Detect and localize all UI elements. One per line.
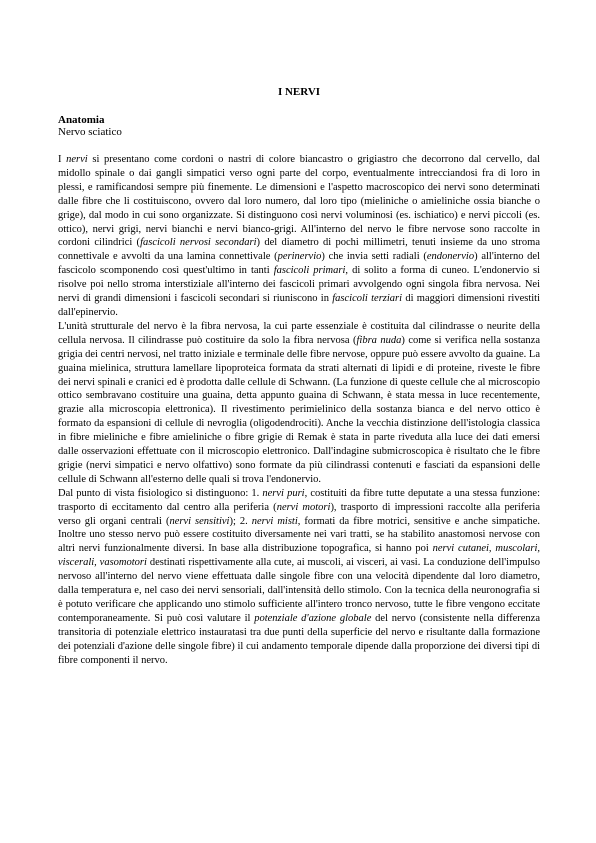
text-run: ); 2. bbox=[229, 515, 252, 527]
subsection-heading: Nervo sciatico bbox=[58, 126, 122, 138]
italic-term: fascicoli primari bbox=[273, 265, 346, 277]
italic-term: nervi misti bbox=[251, 515, 298, 527]
paragraph bbox=[58, 320, 540, 487]
italic-term: nervi motori bbox=[276, 501, 331, 513]
text-run: , costituiti da fibre tutte deputate a una stessa funzione: trasporto di eccitamento dal centro alla periferia ( bbox=[58, 487, 540, 513]
text-run: , formati da fibre motrici, sensitive e anche simpatiche. Inoltre uno stesso nervo può essere costituito diversamente nei vari tratti, se ha stabilito anastomosi nervose con altri nervi funzionalmente diversi. In base alla distribuzione topografica, si hanno poi bbox=[58, 515, 540, 555]
text-run: del nervo (consistente nella differenza transitoria di potenziale elettrico instauratasi tra due punti della superficie del nervo e risultante dalla formazione dei potenziali d'azione delle singole fibre) il cui andamento temporale dipende dalla proporzione dei diversi tipi di fibre componenti il nervo. bbox=[58, 612, 540, 666]
section-heading: Anatomia bbox=[58, 114, 105, 126]
paragraph bbox=[58, 487, 540, 668]
italic-term: nervi cutanei, muscolari, viscerali, vasomotori bbox=[58, 543, 540, 569]
text-run: ) del diametro di pochi millimetri, tenuti insieme da uno stroma connettivale e avvolti da una lamina connettivale ( bbox=[58, 237, 540, 263]
italic-term: nervi puri bbox=[262, 487, 305, 499]
italic-term: fibra nuda bbox=[356, 334, 402, 346]
text-run: destinati rispettivamente alla cute, ai muscoli, ai visceri, ai vasi. La conduzione dell'impulso nervoso all'interno del nervo viene effettuata dalle singole fibre con una velocità dipendente dal loro diametro, dalla temperatura e, nel caso dei nervi sensoriali, dall'intensità dello stimolo. Con la tecnica della neuronografia si è potuto verificare che applicando uno stimolo sufficiente all'intero tronco nervoso, tutte le fibre vengono eccitate contemporaneamente. Si può così valutare il bbox=[58, 557, 540, 624]
paragraph bbox=[58, 153, 540, 320]
text-run: ) come si verifica nella sostanza grigia dei centri nervosi, nel tratto iniziale e terminale delle fibre nervose, oppure può essere avvolto da guaine. La guaina mielinica, struttura lamellare lipoproteica formata da strati alternati di lipidi e di proteine, riveste le fibre dei nervi spinali e cranici ed è prodotta dalle cellule di Schwann. (La funzione di queste cellule che al microscopio ottico sembravano costituire una guaina, detta appunto guaina di Schwann, è stata messa in luce recentemente, grazie alla microscopia elettronica). Il rivestimento perimielinico della sostanza bianca e del nervo ottico è formato da espansioni di cellule di nevroglia (oligodendrociti). Anche la vecchia distinzione dell'istologia classica in fibre mieliniche e fibre amieliniche o fibre grigie di Remak è stata in parte riveduta alla luce dei dati emersi dalle osservazioni effettuate con il microscopio elettronico. Dall'indagine submicroscopica è risultato che le fibre grigie (nervi simpatici e nervo olfattivo) sono formate da più cilindrassi contenuti e fasciati da espansioni delle cellule di Schwann all'esterno delle quali si trova l'endonervio. bbox=[58, 334, 540, 485]
text-run: di maggiori dimensioni rivestiti dall'epinervio. bbox=[58, 293, 540, 318]
body-text bbox=[58, 153, 540, 668]
text-run: si presentano come cordoni o nastri di colore biancastro o grigiastro che decorrono dal cervello, dal midollo spinale o dai gangli simpatici verso ogni parte del corpo, eventualmente intrecciandosi fra di loro in plessi, e ramificandosi sempre più finemente. Le dimensioni e l'aspetto macroscopico dei nervi sono determinati dalle fibre che li costituiscono, ovvero dal loro numero, dal loro tipo (mieliniche o amieliniche ossia bianche o grige), dal modo in cui sono organizzate. Si distinguono così nervi voluminosi (es. ischiatico) e nervi piccoli (es. ottico), nervi grigi, nervi bianchi e nervi bianco-grigi. All'interno del nervo le fibre nervose sono raccolte in cordoni cilindrici ( bbox=[58, 154, 540, 249]
text-run: , di solito a forma di cuneo. L'endonervio si risolve poi nello stroma interstiziale all'interno dei fascicoli primari avvolgendo ogni singola fibra nervosa. Nei nervi di grandi dimensioni i fascicoli secondari si riuniscono in bbox=[58, 265, 540, 305]
text-run: Dal punto di vista fisiologico si distinguono: 1. bbox=[58, 487, 263, 499]
italic-term: fascicoli terziari bbox=[332, 293, 403, 305]
italic-term: endonervio bbox=[426, 251, 475, 263]
italic-term: nervi sensitivi bbox=[169, 515, 230, 527]
italic-term: nervi bbox=[66, 154, 88, 165]
text-run: L'unità strutturale del nervo è la fibra nervosa, la cui parte essenziale è costituita dal cilindrasse o neurite della cellula nervosa. Il cilindrasse può costituire da solo la fibra nervosa ( bbox=[58, 320, 540, 346]
italic-term: potenziale d'azione globale bbox=[254, 612, 372, 624]
italic-term: fascicoli nervosi secondari bbox=[140, 237, 257, 249]
text-run: ) che invia setti radiali ( bbox=[321, 251, 427, 263]
text-run: I bbox=[58, 154, 67, 165]
italic-term: perinervio bbox=[277, 251, 322, 263]
document-title: I NERVI bbox=[277, 86, 321, 98]
text-run: ) all'interno del fascicolo scomponendo così quest'ultimo in tanti bbox=[58, 251, 540, 277]
text-run: ), trasporto di impressioni raccolte alla periferia verso gli organi centrali ( bbox=[58, 501, 541, 527]
